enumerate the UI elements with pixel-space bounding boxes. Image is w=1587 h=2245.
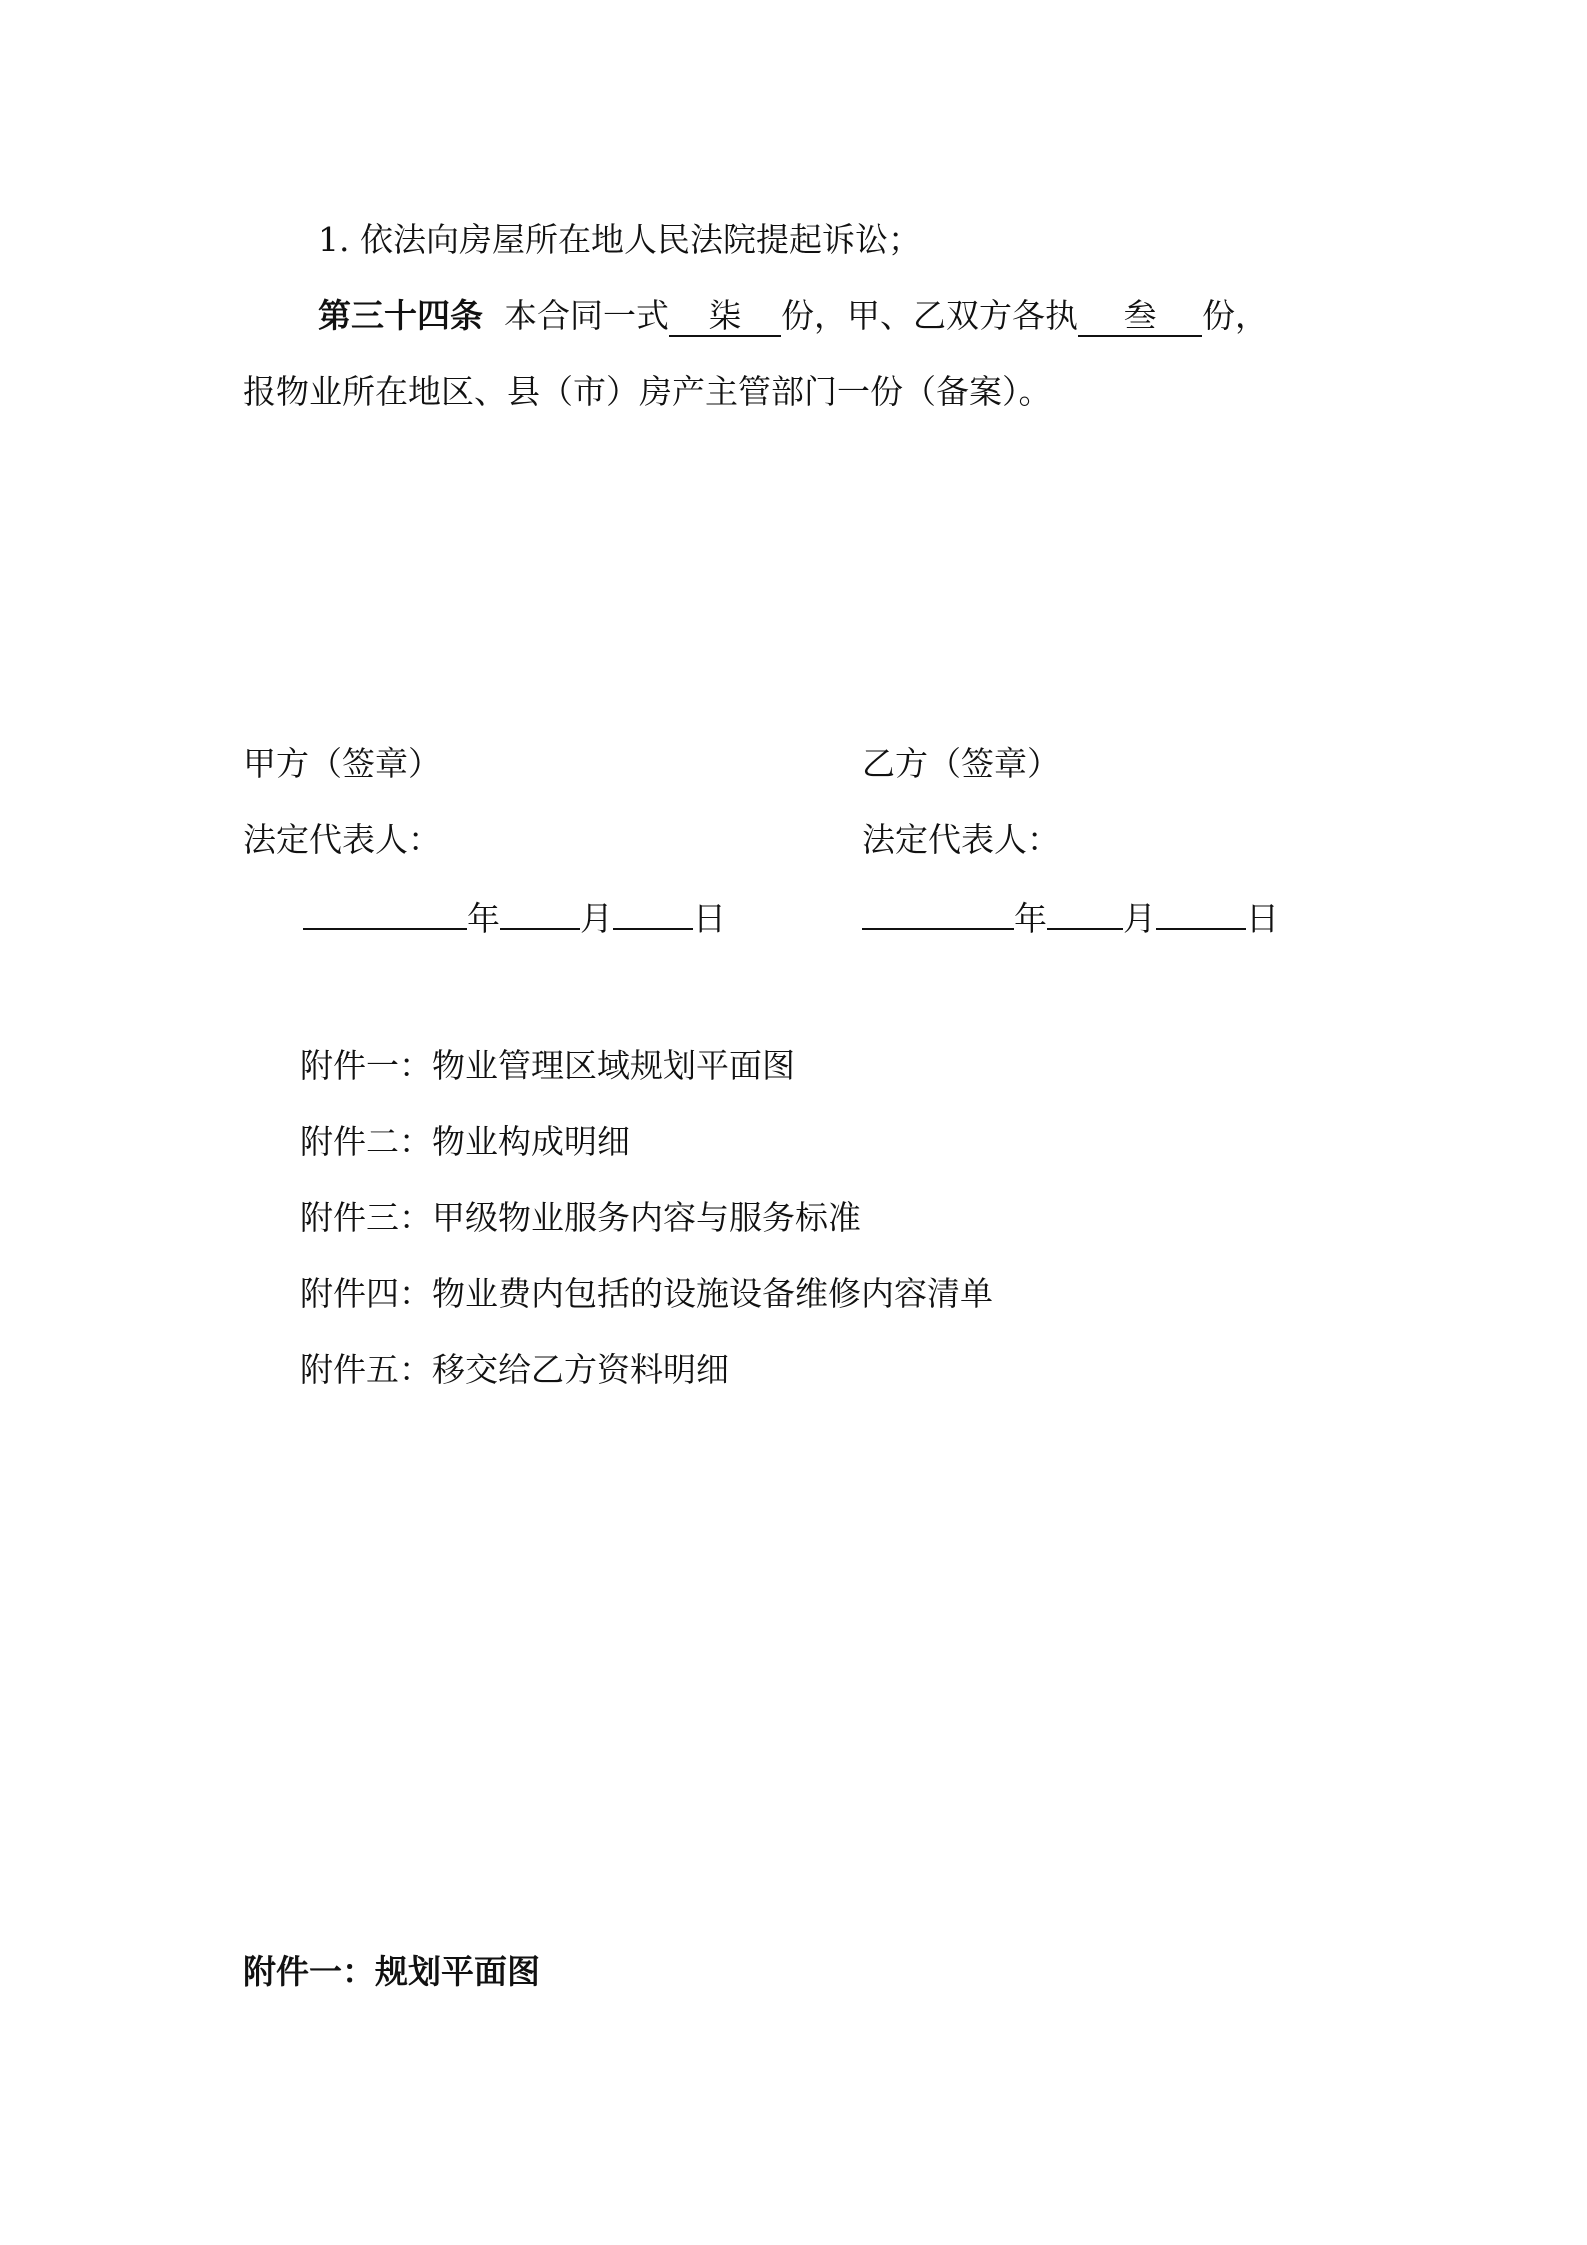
attachment-item: 附件三：甲级物业服务内容与服务标准 xyxy=(300,1198,861,1237)
party-b-year-label: 年 xyxy=(1014,899,1047,938)
attachment-item: 附件二：物业构成明细 xyxy=(300,1122,630,1161)
party-b-month-blank xyxy=(1047,894,1123,930)
article-34-text-3: 份， xyxy=(1201,296,1268,335)
article-34-line xyxy=(318,294,1268,338)
party-b-year-blank xyxy=(862,894,1014,930)
party-a-month-blank xyxy=(500,894,580,930)
party-a-rep-label: 法定代表人： xyxy=(243,820,441,859)
article-34-continuation: 报物业所在地区、县（市）房产主管部门一份（备案）。 xyxy=(243,372,1052,411)
party-b-rep-label: 法定代表人： xyxy=(862,820,1060,859)
article-34-heading: 第三十四条 xyxy=(318,296,483,335)
copies-total-field: 柒 xyxy=(669,297,781,337)
party-a-year-label: 年 xyxy=(467,899,500,938)
attachment-item: 附件四：物业费内包括的设施设备维修内容清单 xyxy=(300,1274,993,1313)
clause-item-1: 1. 依法向房屋所在地人民法院提起诉讼； xyxy=(318,220,921,259)
article-34-text-1: 本合同一式 xyxy=(503,296,669,335)
party-b-day-blank xyxy=(1156,894,1246,930)
article-34-text-2: 份，甲、乙双方各执 xyxy=(780,296,1078,335)
attachment-item: 附件一：物业管理区域规划平面图 xyxy=(300,1046,795,1085)
party-a-date xyxy=(303,894,726,941)
copies-each-field: 叁 xyxy=(1078,297,1202,337)
party-b-month-label: 月 xyxy=(1123,899,1156,938)
party-a-title: 甲方（签章） xyxy=(243,744,441,783)
party-a-day-blank xyxy=(613,894,693,930)
party-a-day-label: 日 xyxy=(693,899,726,938)
party-b-title: 乙方（签章） xyxy=(862,744,1060,783)
party-a-month-label: 月 xyxy=(580,899,613,938)
section-heading: 附件一：规划平面图 xyxy=(243,1952,540,1991)
party-a-year-blank xyxy=(303,894,467,930)
party-b-day-label: 日 xyxy=(1246,899,1279,938)
party-b-date xyxy=(862,894,1279,941)
attachment-item: 附件五：移交给乙方资料明细 xyxy=(300,1350,729,1389)
